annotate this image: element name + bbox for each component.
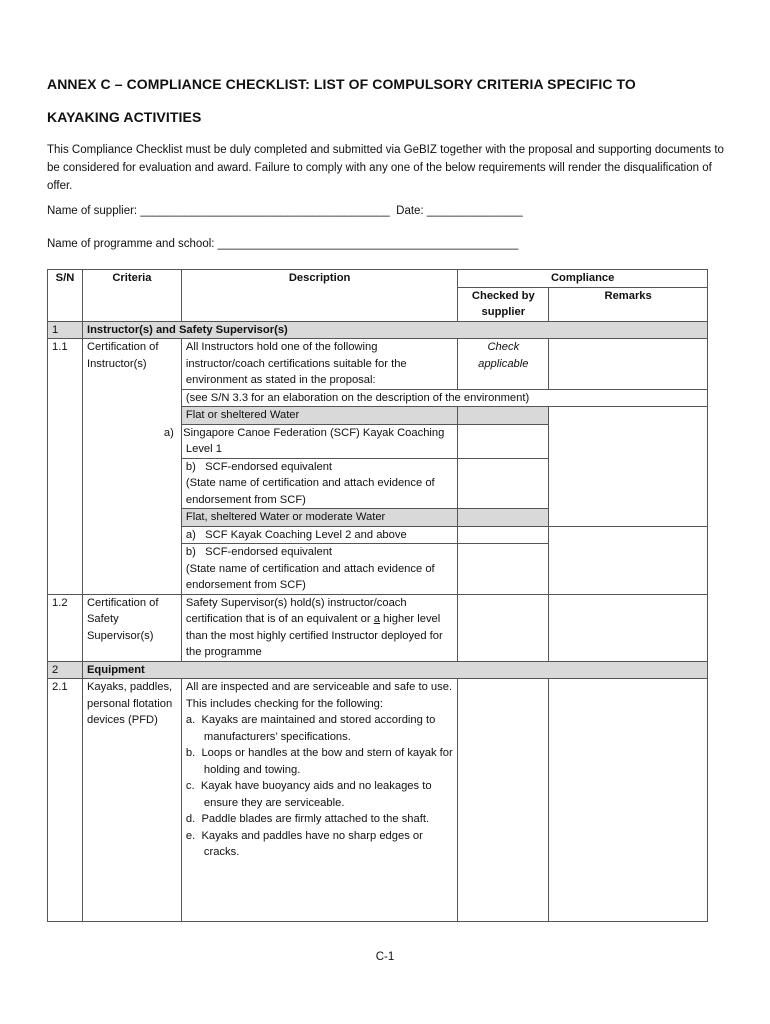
environment-heading: Flat, sheltered Water or moderate Water xyxy=(181,509,457,527)
table-row xyxy=(48,679,708,922)
row-sn: 2.1 xyxy=(48,679,83,922)
checked-by-supplier-cell[interactable] xyxy=(458,458,549,509)
programme-label: Name of programme and school: xyxy=(47,238,215,250)
option-marker: b) xyxy=(185,460,196,473)
section-sn: 1 xyxy=(48,321,83,339)
checked-by-supplier-cell[interactable] xyxy=(458,679,549,922)
remarks-cell[interactable] xyxy=(549,679,708,922)
supplier-field-line xyxy=(47,205,523,217)
description-text: Safety Supervisor(s) hold(s) instructor/coach certification that is of an equivalent or xyxy=(185,596,407,625)
programme-field-line xyxy=(47,238,518,250)
header-description: Description xyxy=(181,270,457,322)
list-text: Paddle blades are firmly attached to the shaft. xyxy=(201,813,430,825)
programme-blank[interactable]: _______________________________________________ xyxy=(217,238,519,250)
header-compliance: Compliance xyxy=(458,270,708,288)
remarks-cell[interactable] xyxy=(549,594,708,661)
date-label: Date: xyxy=(396,205,424,217)
list-text: Loops or handles at the bow and stern of kayak for holding and towing. xyxy=(201,747,453,776)
table-row xyxy=(48,339,708,390)
environment-heading: Flat or sheltered Water xyxy=(181,407,457,425)
section-title: Instructor(s) and Safety Supervisor(s) xyxy=(82,321,707,339)
list-marker: e. xyxy=(185,829,196,842)
row-criteria: Certification of Instructor(s) xyxy=(82,339,181,595)
table-header-row xyxy=(48,270,708,288)
header-remarks: Remarks xyxy=(549,287,708,321)
description-intro: All are inspected and are serviceable and safe to use. This includes checking for the following: xyxy=(185,681,453,710)
checked-by-supplier-cell xyxy=(458,509,549,527)
section-row xyxy=(48,321,708,339)
option-text xyxy=(163,424,457,458)
list-text: Kayaks and paddles have no sharp edges or cracks. xyxy=(201,829,423,858)
checked-by-supplier-cell[interactable] xyxy=(458,594,549,661)
checked-by-supplier-cell[interactable]: Check applicable xyxy=(458,339,549,390)
option-label: SCF-endorsed equivalent xyxy=(205,546,333,558)
remarks-cell[interactable] xyxy=(549,407,708,527)
document-title-line1: ANNEX C – COMPLIANCE CHECKLIST: LIST OF COMPULSORY CRITERIA SPECIFIC TO xyxy=(47,76,636,92)
table-row xyxy=(48,594,708,661)
environment-note: (see S/N 3.3 for an elaboration on the description of the environment) xyxy=(181,389,707,407)
row-criteria: Kayaks, paddles, personal flotation devices (PFD) xyxy=(82,679,181,922)
row-description xyxy=(181,594,457,661)
list-item xyxy=(186,712,453,745)
checked-by-supplier-cell xyxy=(458,407,549,425)
section-title: Equipment xyxy=(82,661,707,679)
checked-by-supplier-cell[interactable] xyxy=(458,544,549,595)
compliance-checklist-table xyxy=(47,269,708,922)
section-row xyxy=(48,661,708,679)
checked-by-supplier-cell[interactable] xyxy=(458,424,549,458)
supplier-label: Name of supplier: xyxy=(47,205,138,217)
list-marker: a. xyxy=(185,714,196,726)
remarks-cell[interactable] xyxy=(549,526,708,594)
list-marker: d. xyxy=(185,813,196,825)
list-item xyxy=(186,778,453,811)
list-item xyxy=(186,745,453,778)
header-sn: S/N xyxy=(48,270,83,322)
option-text xyxy=(181,526,457,544)
row-criteria: Certification of Safety Supervisor(s) xyxy=(82,594,181,661)
list-marker: c. xyxy=(185,780,195,792)
option-text xyxy=(181,544,457,595)
row-sn: 1.1 xyxy=(48,339,83,595)
description-underlined: a xyxy=(373,613,380,625)
section-sn: 2 xyxy=(48,661,83,679)
date-blank[interactable]: _______________ xyxy=(426,205,523,217)
remarks-cell[interactable] xyxy=(549,339,708,390)
option-label: SCF Kayak Coaching Level 2 and above xyxy=(205,528,407,541)
list-item xyxy=(186,811,453,828)
header-checked-by-supplier: Checked by supplier xyxy=(458,287,549,321)
option-note: (State name of certification and attach evidence of endorsement from SCF) xyxy=(185,562,435,591)
list-item xyxy=(186,828,453,861)
option-text xyxy=(181,458,457,509)
row-sn: 1.2 xyxy=(48,594,83,661)
header-criteria: Criteria xyxy=(82,270,181,322)
option-marker: b) xyxy=(185,546,196,558)
list-marker: b. xyxy=(185,747,196,759)
document-title-line2: KAYAKING ACTIVITIES xyxy=(47,109,202,125)
supplier-blank[interactable]: _______________________________________ xyxy=(140,205,390,217)
option-marker: a) xyxy=(185,528,196,541)
option-label: Singapore Canoe Federation (SCF) Kayak Coaching Level 1 xyxy=(183,426,445,455)
list-text: Kayaks are maintained and stored according to manufacturers’ specifications. xyxy=(201,714,436,743)
page-number: C-1 xyxy=(375,951,395,963)
intro-paragraph: This Compliance Checklist must be duly completed and submitted via GeBIZ together with the proposal and supporting documents to be considered for evaluation and award. Failure to comply with any one of the below requirements will render the disqualification of offer. xyxy=(47,144,724,192)
description-text: higher level than the most highly certified Instructor deployed for the programme xyxy=(185,613,443,658)
checked-by-supplier-cell[interactable] xyxy=(458,526,549,544)
list-text: Kayak have buoyancy aids and no leakages to ensure they are serviceable. xyxy=(200,780,432,809)
row-description: All Instructors hold one of the following instructor/coach certifications suitable for the environment as stated in the proposal: xyxy=(181,339,457,390)
option-marker: a) xyxy=(163,426,174,439)
option-note: (State name of certification and attach evidence of endorsement from SCF) xyxy=(185,477,435,506)
option-label: SCF-endorsed equivalent xyxy=(205,460,333,473)
row-description xyxy=(181,679,457,922)
